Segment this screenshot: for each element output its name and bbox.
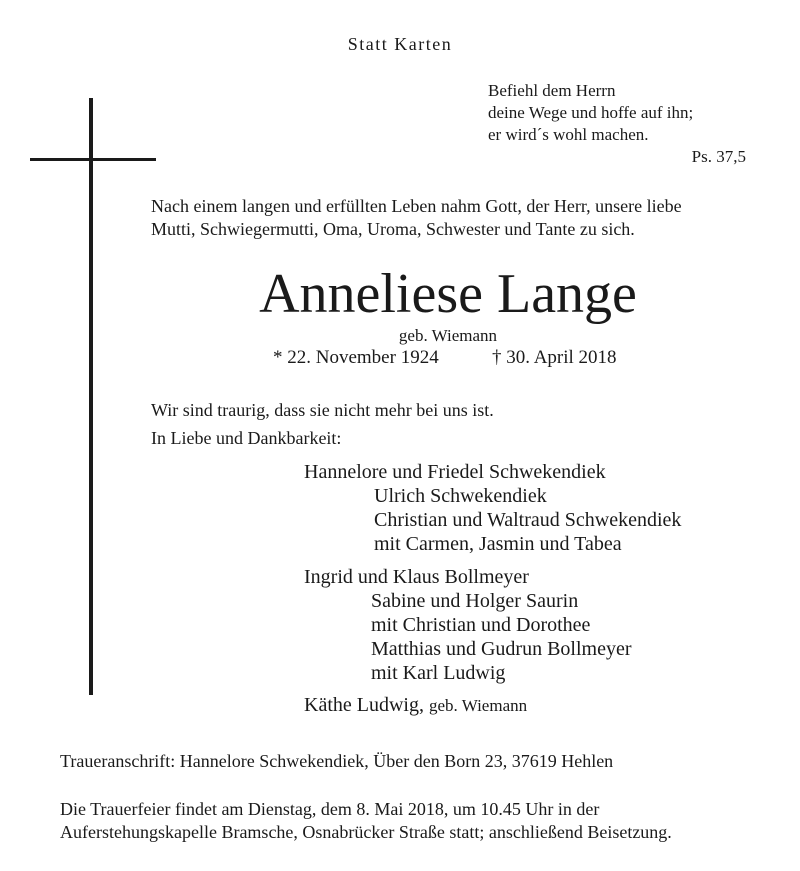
service-line: Auferstehungskapelle Bramsche, Osnabrücker Straße statt; anschließend Beisetzung. bbox=[60, 822, 672, 842]
message-sad: Wir sind traurig, dass sie nicht mehr bei uns ist. bbox=[151, 400, 494, 420]
psalm-line: er wird´s wohl machen. bbox=[488, 125, 649, 144]
psalm-line: deine Wege und hoffe auf ihn; bbox=[488, 103, 694, 122]
cross-icon-vertical-bar bbox=[89, 98, 93, 695]
mourner-line: mit Carmen, Jasmin und Tabea bbox=[374, 533, 622, 555]
mourner-name: Käthe Ludwig, bbox=[304, 694, 424, 716]
psalm-line: Befiehl dem Herrn bbox=[488, 81, 616, 100]
mourner-maiden-name: geb. Wiemann bbox=[428, 696, 528, 715]
cross-icon-horizontal-bar bbox=[30, 158, 156, 161]
mourner-line: Ulrich Schwekendiek bbox=[374, 485, 547, 507]
mourner-line: mit Karl Ludwig bbox=[371, 662, 506, 684]
mourner-line: Sabine und Holger Saurin bbox=[371, 590, 579, 612]
psalm-reference: Ps. 37,5 bbox=[691, 147, 746, 166]
header-statt-karten: Statt Karten bbox=[347, 34, 453, 54]
service-line: Die Trauerfeier findet am Dienstag, dem 8. Mai 2018, um 10.45 Uhr in der bbox=[60, 799, 600, 819]
psalm-quote bbox=[488, 80, 746, 168]
message-love: In Liebe und Dankbarkeit: bbox=[151, 428, 342, 448]
funeral-service-info bbox=[60, 798, 760, 844]
mourner-line: Ingrid und Klaus Bollmeyer bbox=[304, 566, 529, 588]
maiden-name: geb. Wiemann bbox=[398, 326, 498, 345]
mourning-address: Traueranschrift: Hannelore Schwekendiek, Über den Born 23, 37619 Hehlen bbox=[60, 751, 614, 771]
mourner-line-kaethe bbox=[304, 693, 527, 718]
mourner-line: Hannelore und Friedel Schwekendiek bbox=[304, 461, 606, 483]
mourner-line: mit Christian und Dorothee bbox=[371, 614, 591, 636]
intro-line: Nach einem langen und erfüllten Leben nahm Gott, der Herr, unsere liebe bbox=[151, 196, 682, 216]
death-date: † 30. April 2018 bbox=[492, 347, 617, 368]
mourner-line: Matthias und Gudrun Bollmeyer bbox=[371, 638, 632, 660]
mourner-line: Christian und Waltraud Schwekendiek bbox=[374, 509, 682, 531]
intro-line: Mutti, Schwiegermutti, Oma, Uroma, Schwester und Tante zu sich. bbox=[151, 219, 635, 239]
intro-text bbox=[151, 195, 751, 241]
deceased-name: Anneliese Lange bbox=[259, 263, 637, 325]
birth-date: * 22. November 1924 bbox=[273, 347, 439, 368]
